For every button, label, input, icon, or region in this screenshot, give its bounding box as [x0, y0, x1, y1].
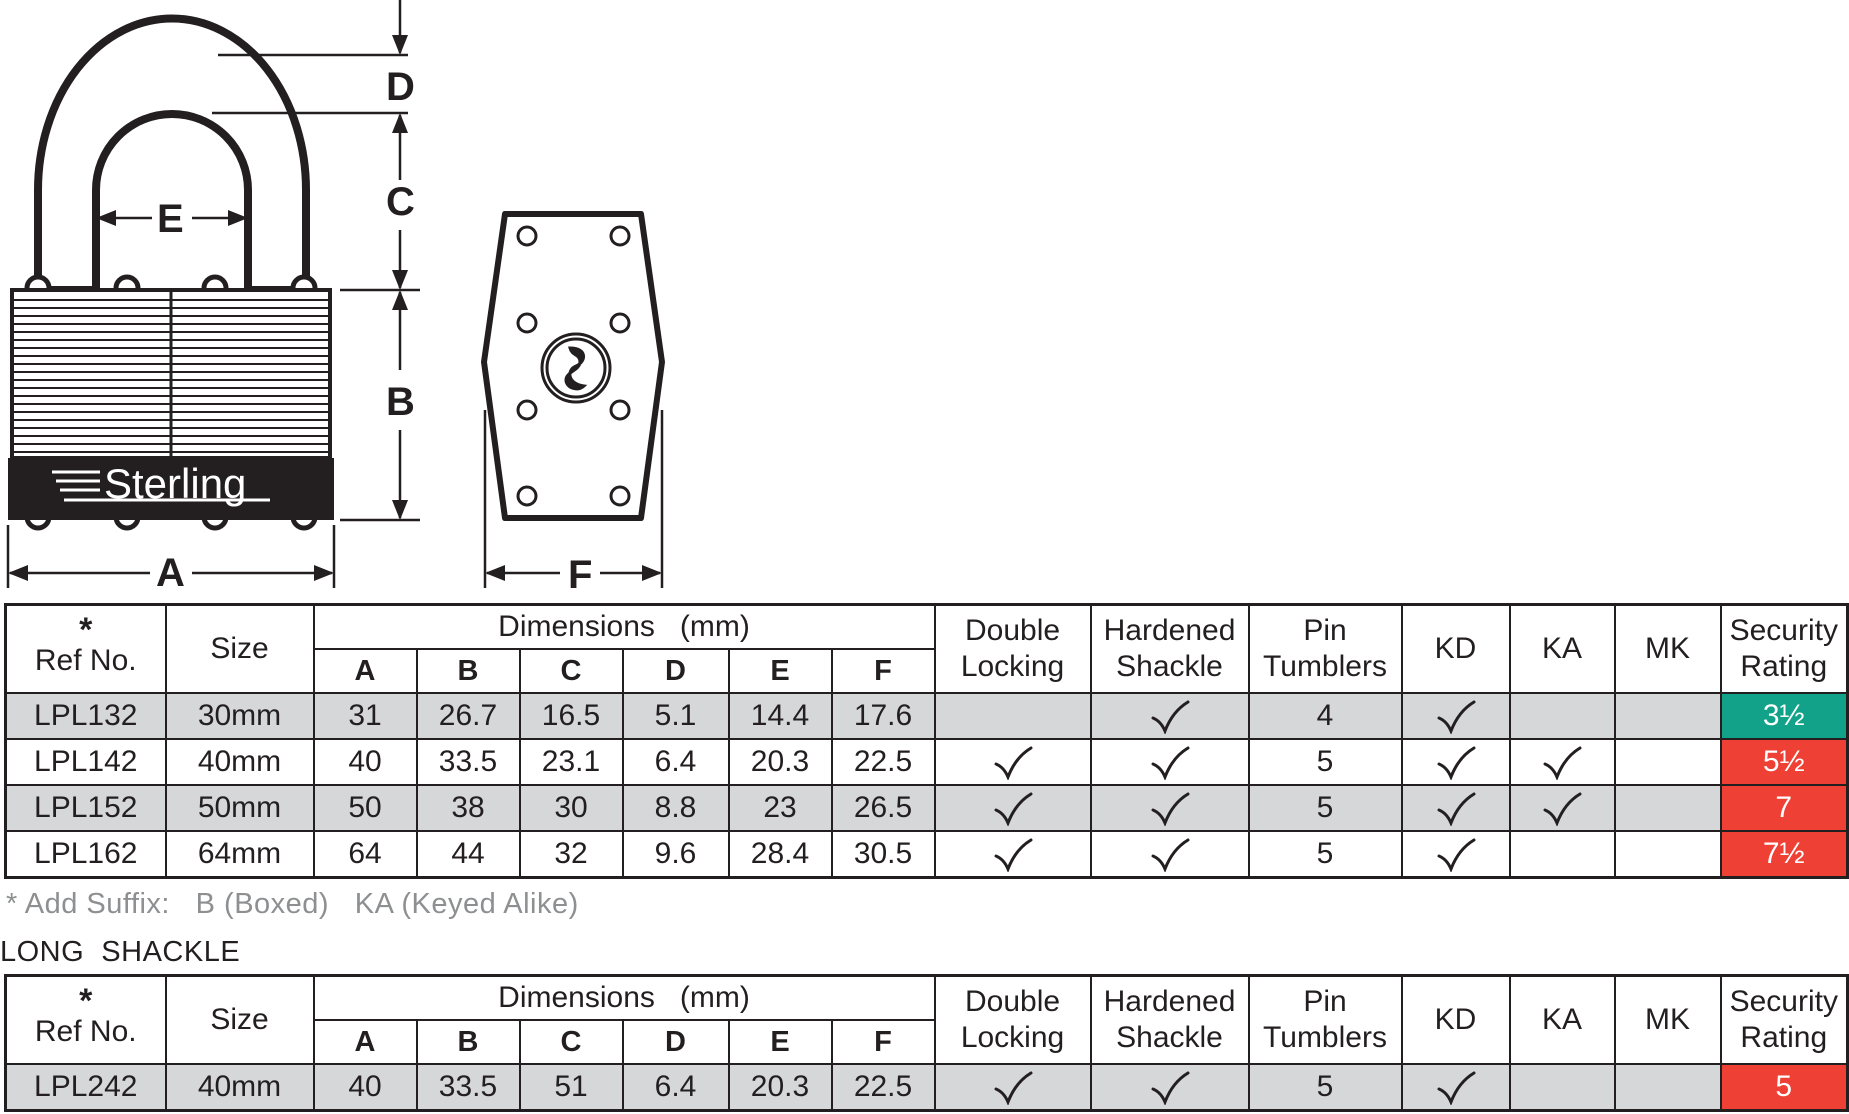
table-row	[6, 831, 1848, 878]
long-header-dimensions: Dimensions (mm)	[314, 976, 935, 1021]
label-b: B	[386, 380, 415, 424]
header-hardened-shackle: Hardened Shackle	[1091, 605, 1249, 694]
check-mark-icon	[993, 1071, 1033, 1105]
dim-d-cell: 6.4	[623, 739, 729, 785]
check-mark-icon	[993, 838, 1033, 872]
dim-f-cell: 22.5	[832, 1064, 935, 1111]
kd-cell	[1402, 785, 1510, 831]
long-header-size: Size	[166, 976, 314, 1065]
security-rating-cell: 7	[1721, 785, 1848, 831]
long-header-security-rating: Security Rating	[1721, 976, 1848, 1065]
padlock-bottom-view	[484, 214, 662, 518]
check-mark-icon	[1150, 1071, 1190, 1105]
dim-d-cell: 6.4	[623, 1064, 729, 1111]
brand-logo-text: Sterling	[104, 460, 247, 507]
mk-cell	[1615, 831, 1721, 878]
check-mark-icon	[1436, 1071, 1476, 1105]
header-dimensions: Dimensions (mm)	[314, 605, 935, 650]
kd-cell	[1402, 1064, 1510, 1111]
hardened-shackle-cell	[1091, 739, 1249, 785]
dim-e-cell: 14.4	[729, 693, 832, 739]
dim-d-cell: 8.8	[623, 785, 729, 831]
hardened-shackle-cell	[1091, 1064, 1249, 1111]
dim-f-cell: 22.5	[832, 739, 935, 785]
header-kd: KD	[1402, 605, 1510, 694]
dim-d-cell: 9.6	[623, 831, 729, 878]
security-rating-cell: 7½	[1721, 831, 1848, 878]
mk-cell	[1615, 693, 1721, 739]
long-header-pin-tumblers: Pin Tumblers	[1249, 976, 1402, 1065]
check-mark-icon	[1150, 700, 1190, 734]
header-mk: MK	[1615, 605, 1721, 694]
long-shackle-table	[4, 974, 1849, 1112]
dim-e-cell: 28.4	[729, 831, 832, 878]
check-mark-icon	[1436, 792, 1476, 826]
check-mark-icon	[1542, 792, 1582, 826]
keyhole-cylinder	[542, 334, 610, 402]
ka-cell	[1510, 831, 1615, 878]
header-ref-no: * Ref No.	[6, 605, 166, 694]
long-shackle-rows	[6, 1064, 1848, 1111]
header-dim-d: D	[623, 649, 729, 693]
dim-a-cell: 50	[314, 785, 417, 831]
double-locking-cell	[935, 739, 1091, 785]
dim-b-cell: 38	[417, 785, 520, 831]
dim-f-cell: 26.5	[832, 785, 935, 831]
size-cell: 40mm	[166, 739, 314, 785]
long-header-ref-no: * Ref No.	[6, 976, 166, 1065]
pin-tumblers-cell: 5	[1249, 785, 1402, 831]
long-header-dim-f: F	[832, 1020, 935, 1064]
dim-c-cell: 30	[520, 785, 623, 831]
label-e: E	[157, 197, 184, 241]
ka-cell	[1510, 693, 1615, 739]
header-dim-b: B	[417, 649, 520, 693]
ref-cell: LPL132	[6, 693, 166, 739]
long-header-dim-c: C	[520, 1020, 623, 1064]
dim-c-cell: 51	[520, 1064, 623, 1111]
long-header-kd: KD	[1402, 976, 1510, 1065]
kd-cell	[1402, 831, 1510, 878]
label-f: F	[568, 553, 593, 597]
ka-cell	[1510, 739, 1615, 785]
ref-cell: LPL142	[6, 739, 166, 785]
header-size: Size	[166, 605, 314, 694]
header-dim-e: E	[729, 649, 832, 693]
security-rating-cell: 3½	[1721, 693, 1848, 739]
size-cell: 30mm	[166, 693, 314, 739]
long-header-dim-e: E	[729, 1020, 832, 1064]
suffix-footnote: * Add Suffix: B (Boxed) KA (Keyed Alike)	[6, 888, 579, 920]
mk-cell	[1615, 1064, 1721, 1111]
check-mark-icon	[1542, 746, 1582, 780]
dim-a-cell: 64	[314, 831, 417, 878]
label-a: A	[156, 551, 185, 595]
dim-e-cell: 20.3	[729, 739, 832, 785]
kd-cell	[1402, 693, 1510, 739]
pin-tumblers-cell: 5	[1249, 1064, 1402, 1111]
mk-cell	[1615, 739, 1721, 785]
dim-d-cell: 5.1	[623, 693, 729, 739]
dim-f-cell: 17.6	[832, 693, 935, 739]
ref-cell: LPL242	[6, 1064, 166, 1111]
hardened-shackle-cell	[1091, 785, 1249, 831]
double-locking-cell	[935, 1064, 1091, 1111]
dim-b-cell: 33.5	[417, 1064, 520, 1111]
shackle	[38, 18, 306, 290]
dim-a-cell: 40	[314, 1064, 417, 1111]
padlock-front-view	[8, 18, 334, 528]
pin-tumblers-cell: 5	[1249, 739, 1402, 785]
header-security-rating: Security Rating	[1721, 605, 1848, 694]
ka-cell	[1510, 1064, 1615, 1111]
ka-cell	[1510, 785, 1615, 831]
size-cell: 40mm	[166, 1064, 314, 1111]
label-c: C	[386, 180, 415, 224]
long-header-hardened-shackle: Hardened Shackle	[1091, 976, 1249, 1065]
security-rating-cell: 5	[1721, 1064, 1848, 1111]
size-cell: 50mm	[166, 785, 314, 831]
specification-rows	[6, 693, 1848, 878]
long-header-double-locking: Double Locking	[935, 976, 1091, 1065]
size-cell: 64mm	[166, 831, 314, 878]
header-ka: KA	[1510, 605, 1615, 694]
security-rating-cell: 5½	[1721, 739, 1848, 785]
dim-c-cell: 32	[520, 831, 623, 878]
long-header-dim-b: B	[417, 1020, 520, 1064]
check-mark-icon	[1150, 838, 1190, 872]
check-mark-icon	[1436, 838, 1476, 872]
label-d: D	[386, 65, 415, 109]
double-locking-cell	[935, 831, 1091, 878]
dim-b-cell: 33.5	[417, 739, 520, 785]
dim-c-cell: 16.5	[520, 693, 623, 739]
pin-tumblers-cell: 5	[1249, 831, 1402, 878]
dim-a-cell: 40	[314, 739, 417, 785]
kd-cell	[1402, 739, 1510, 785]
table-row	[6, 693, 1848, 739]
specification-table	[4, 603, 1849, 879]
dim-e-cell: 23	[729, 785, 832, 831]
double-locking-cell	[935, 785, 1091, 831]
check-mark-icon	[993, 792, 1033, 826]
header-double-locking: Double Locking	[935, 605, 1091, 694]
dim-c-cell: 23.1	[520, 739, 623, 785]
header-dim-a: A	[314, 649, 417, 693]
dim-f-cell: 30.5	[832, 831, 935, 878]
dim-b-cell: 26.7	[417, 693, 520, 739]
dim-e-cell: 20.3	[729, 1064, 832, 1111]
ref-cell: LPL152	[6, 785, 166, 831]
table-row	[6, 739, 1848, 785]
hardened-shackle-cell	[1091, 693, 1249, 739]
double-locking-cell	[935, 693, 1091, 739]
long-header-mk: MK	[1615, 976, 1721, 1065]
check-mark-icon	[1436, 700, 1476, 734]
long-header-ka: KA	[1510, 976, 1615, 1065]
long-header-dim-d: D	[623, 1020, 729, 1064]
ref-cell: LPL162	[6, 831, 166, 878]
check-mark-icon	[1150, 746, 1190, 780]
long-shackle-title: LONG SHACKLE	[0, 936, 241, 968]
pin-tumblers-cell: 4	[1249, 693, 1402, 739]
mk-cell	[1615, 785, 1721, 831]
header-dim-f: F	[832, 649, 935, 693]
dim-b-cell: 44	[417, 831, 520, 878]
header-dim-c: C	[520, 649, 623, 693]
check-mark-icon	[1150, 792, 1190, 826]
dim-a-cell: 31	[314, 693, 417, 739]
long-header-dim-a: A	[314, 1020, 417, 1064]
header-pin-tumblers: Pin Tumblers	[1249, 605, 1402, 694]
check-mark-icon	[993, 746, 1033, 780]
hardened-shackle-cell	[1091, 831, 1249, 878]
table-row	[6, 1064, 1848, 1111]
table-row	[6, 785, 1848, 831]
check-mark-icon	[1436, 746, 1476, 780]
